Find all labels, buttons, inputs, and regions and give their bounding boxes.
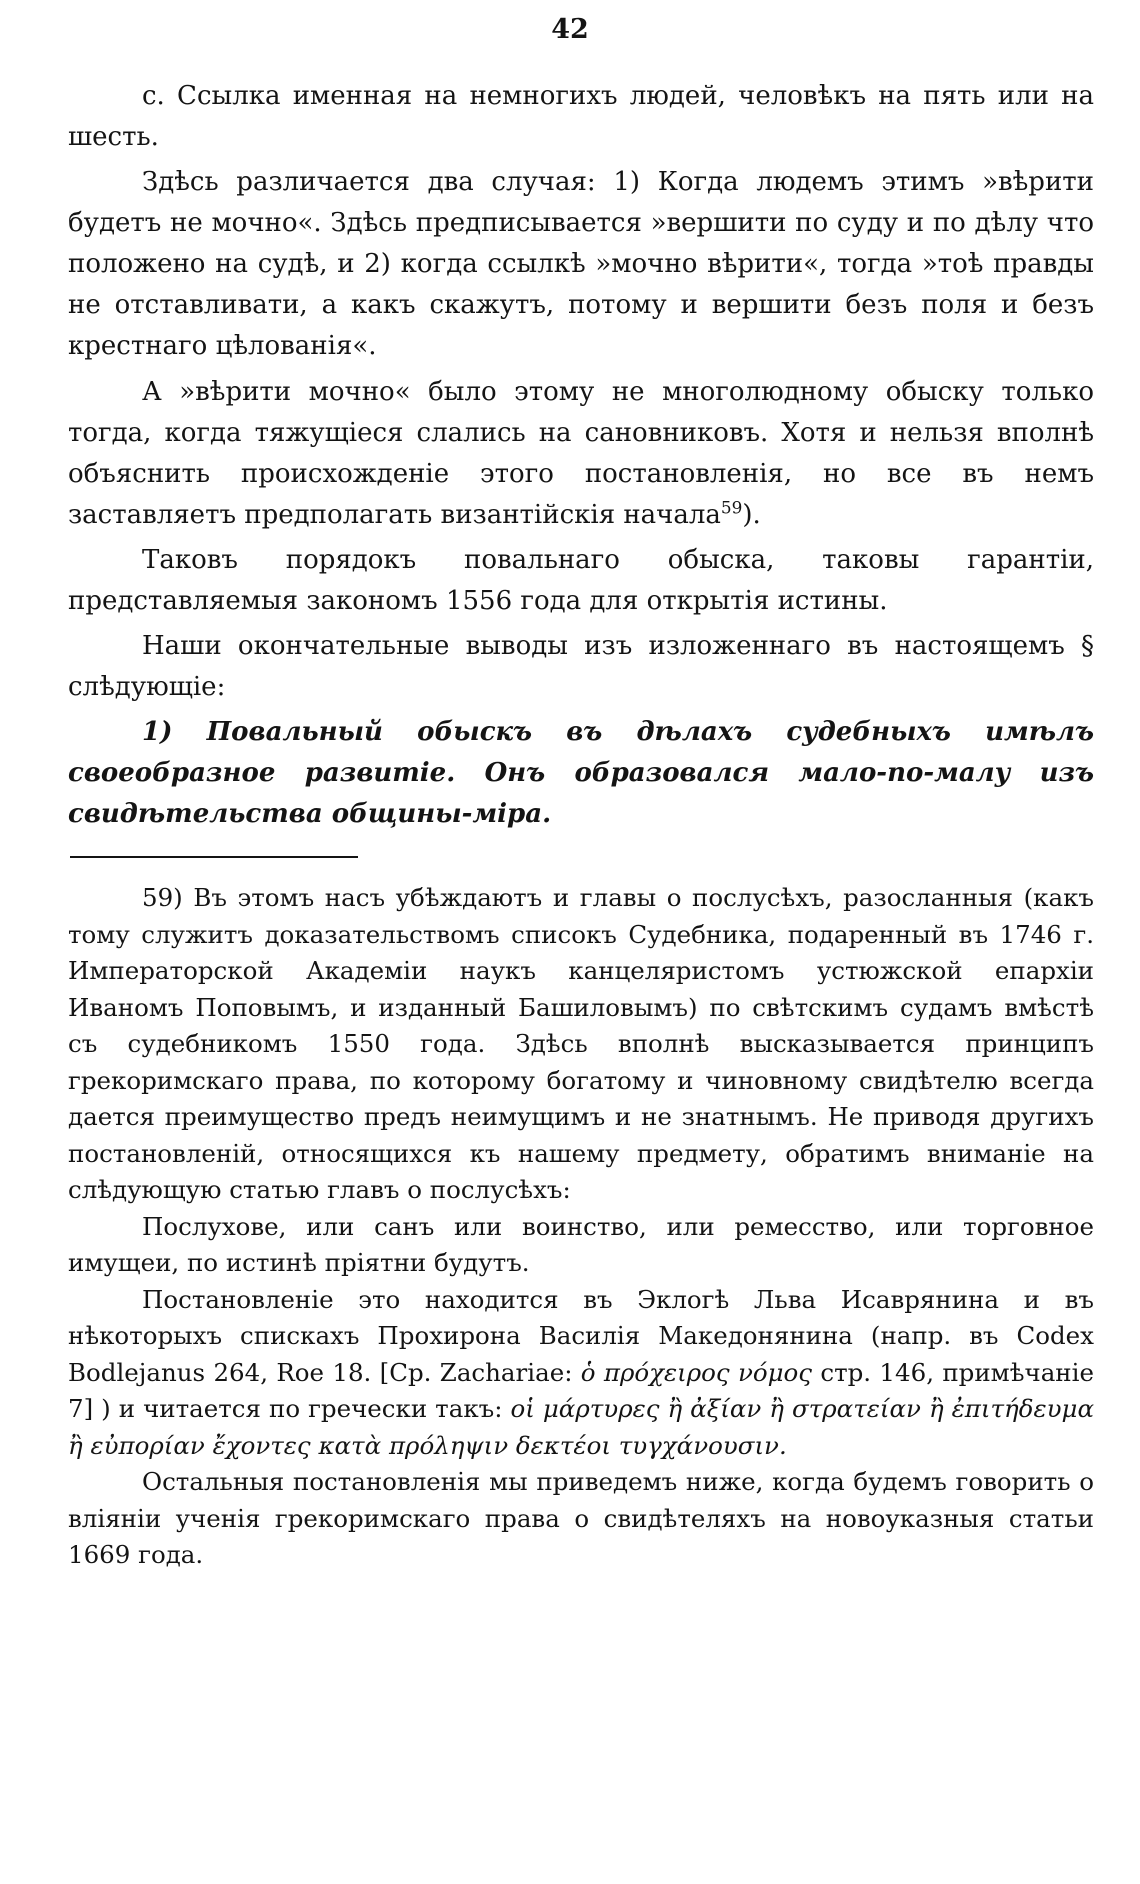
paragraph-procedure-summary: Таковъ порядокъ повальнаго обыска, таковы гарантіи, представляемыя закономъ 1556 года для открытія истины. [68,544,1094,616]
footnote-divider [70,856,358,858]
footnote-source-text-2: стр. 146, примѣчаніе 7] ) и читается по гречески такъ: [68,1357,1094,1423]
paragraph-text: А »вѣрити мочно« было этому не многолюдному обыску только тогда, когда тяжущіеся слались на сановниковъ. Хотя и нельзя вполнѣ объяснить происхожденіе этого постановленія, но все въ немъ заставляетъ предполагать византійскія начала [68,376,1094,530]
paragraph-two-cases: Здѣсь различается два случая: 1) Когда людемъ этимъ »вѣрити будетъ не мочно«. Здѣсь предписывается »вершити по суду и по дѣлу что положено на судѣ, и 2) когда ссылкѣ »мочно вѣрити«, тогда »тоѣ правды не отставливати, а какъ скажутъ, потому и вершити безъ поля и безъ крестнаго цѣлованія«. [68,167,1094,362]
paragraph-byzantine-origins [68,372,1094,536]
footnote-source-text: Постановленіе это находится въ Эклогѣ Льва Исаврянина и въ нѣкоторыхъ спискахъ Прохирона Василія Македонянина (напр. въ Codex Bodlejanus 264, Roe 18. [Ср. Zachariae: [68,1284,1094,1387]
paragraph-citation-case: c. Ссылка именная на немногихъ людей, человѣкъ на пять или на шесть. [68,81,1094,153]
main-text [68,76,1094,839]
greek-quote: οἱ μάρτυρες ἢ ἀξίαν ἢ στρατείαν ἢ ἐπιτήδευμα ἢ εὐπορίαν ἔχοντες κατὰ πρόληψιν δεκτέοι τυγχάνουσιν. [68,1394,1094,1460]
greek-title: ὁ πρόχειρος νόμος [580,1357,812,1387]
page-number: 42 [551,14,589,45]
footnote-quote: Послухове, или санъ или воинство, или ремесство, или торговное имущеи, по истинѣ пріятни будутъ. [68,1211,1094,1277]
paragraph-text-end: ). [742,499,761,530]
footnote-closing: Остальныя постановленія мы приведемъ ниже, когда будемъ говорить о вліяніи ученія грекоримскаго права о свидѣтеляхъ на новоуказныя статьи 1669 года. [68,1467,1094,1569]
footnote-source [68,1282,1094,1465]
footnote-marker: 59 [720,497,743,518]
paragraph-conclusion-1: 1) Повальный обыскъ въ дѣлахъ судебныхъ имѣлъ своеобразное развитіе. Онъ образовался мало-по-малу изъ свидѣтельства общины-міра. [68,717,1094,830]
footnote-59: 59) Въ этомъ насъ убѣждаютъ и главы о послусѣхъ, разосланныя (какъ тому служитъ доказательствомъ списокъ Судебника, подаренный въ 1746 г. Императорской Академіи наукъ канцеляристомъ устюжской епархіи Иваномъ Поповымъ, и изданный Башиловымъ) по свѣтскимъ судамъ вмѣстѣ съ судебникомъ 1550 года. Здѣсь вполнѣ высказывается принципъ грекоримскаго права, по которому богатому и чиновному свидѣтелю всегда дается преимущество предъ неимущимъ и не знатнымъ. Не приводя другихъ постановленій, относящихся къ нашему предмету, обратимъ вниманіе на слѣдующую статью главъ о послусѣхъ: [68,883,1094,1204]
footnote-block [68,880,1094,1574]
paragraph-conclusions-intro: Наши окончательные выводы изъ изложеннаго въ настоящемъ § слѣдующіе: [68,631,1094,703]
